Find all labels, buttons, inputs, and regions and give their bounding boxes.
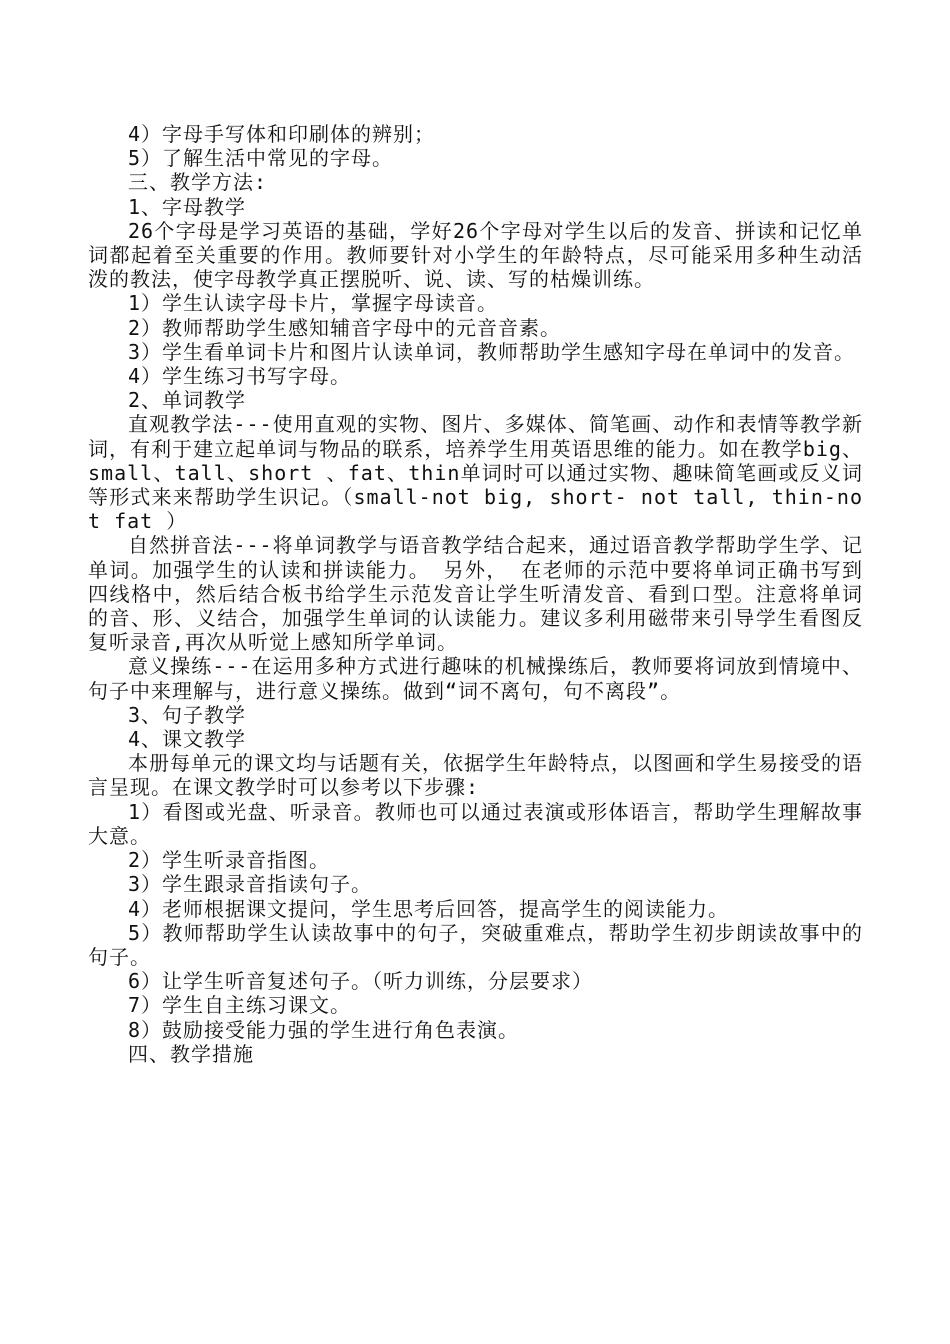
paragraph: 4）字母手写体和印刷体的辨别； — [128, 122, 436, 146]
list-item: 7）学生自主练习课文。 — [128, 993, 352, 1018]
section-heading: 四、教学措施 — [128, 1041, 254, 1066]
subsection-heading: 1、字母教学 — [128, 194, 247, 219]
subsection-heading: 3、句子教学 — [128, 702, 247, 727]
paragraph: 5）了解生活中常见的字母。 — [128, 146, 394, 171]
paragraph: 本册每单元的课文均与话题有关，依据学生年龄特点，以图画和学生易接受的语言呈现。在课文教学时可以参考以下步骤: — [88, 751, 863, 800]
list-item: 4）学生练习书写字母。 — [128, 364, 352, 389]
list-item: 5）教师帮助学生认读故事中的句子，突破重难点，帮助学生初步朗读故事中的句子。 — [88, 920, 863, 969]
section-heading: 三、教学方法: — [128, 170, 268, 195]
subsection-heading: 4、课文教学 — [128, 727, 247, 752]
list-item: 6）让学生听音复述句子。（听力训练，分层要求） — [128, 969, 594, 994]
list-item: 2）学生听录音指图。 — [128, 848, 331, 873]
paragraph: 意义操练---在运用多种方式进行趣味的机械操练后，教师要将词放到情境中、句子中来理解与，进行意义操练。做到“词不离句，句不离段”。 — [88, 654, 863, 703]
list-item: 8）鼓励接受能力强的学生进行角色表演。 — [128, 1017, 520, 1042]
paragraph: 26个字母是学习英语的基础，学好26个字母对学生以后的发音、拼读和记忆单词都起着至关重要的作用。教师要针对小学生的年龄特点，尽可能采用多种生动活泼的教法，使字母教学真正摆脱听、说、读、写的枯燥训练。 — [88, 218, 863, 292]
list-item: 4）老师根据课文提问，学生思考后回答，提高学生的阅读能力。 — [128, 896, 730, 921]
paragraph: 直观教学法---使用直观的实物、图片、多媒体、简笔画、动作和表情等教学新词，有利于建立起单词与物品的联系，培养学生用英语思维的能力。如在教学big、small、tall、short 、fat、thin单词时可以通过实物、趣味简笔画或反义词等形式来来帮助学生识记。（small-not big, short- not tall, thin-not fat ） — [88, 412, 863, 534]
list-item: 3）学生看单词卡片和图片认读单词，教师帮助学生感知字母在单词中的发音。 — [128, 339, 856, 364]
list-item: 1）看图或光盘、听录音。教师也可以通过表演或形体语言，帮助学生理解故事大意。 — [88, 799, 863, 848]
list-item: 2）教师帮助学生感知辅音字母中的元音音素。 — [128, 315, 562, 340]
list-item: 1）学生认读字母卡片，掌握字母读音。 — [128, 291, 499, 316]
list-item: 3）学生跟录音指读句子。 — [128, 872, 373, 897]
paragraph: 自然拼音法---将单词教学与语音教学结合起来，通过语音教学帮助学生学、记单词。加强学生的认读和拼读能力。 另外， 在老师的示范中要将单词正确书写到四线格中，然后结合板书给学生示范发音让学生听清发音、看到口型。注意将单词的音、形、义结合，加强学生单词的认读能力。建议多利用磁带来引导学生看图反复听录音,再次从听觉上感知所学单词。 — [88, 533, 863, 655]
subsection-heading: 2、单词教学 — [128, 388, 247, 413]
document-page — [88, 122, 863, 1066]
